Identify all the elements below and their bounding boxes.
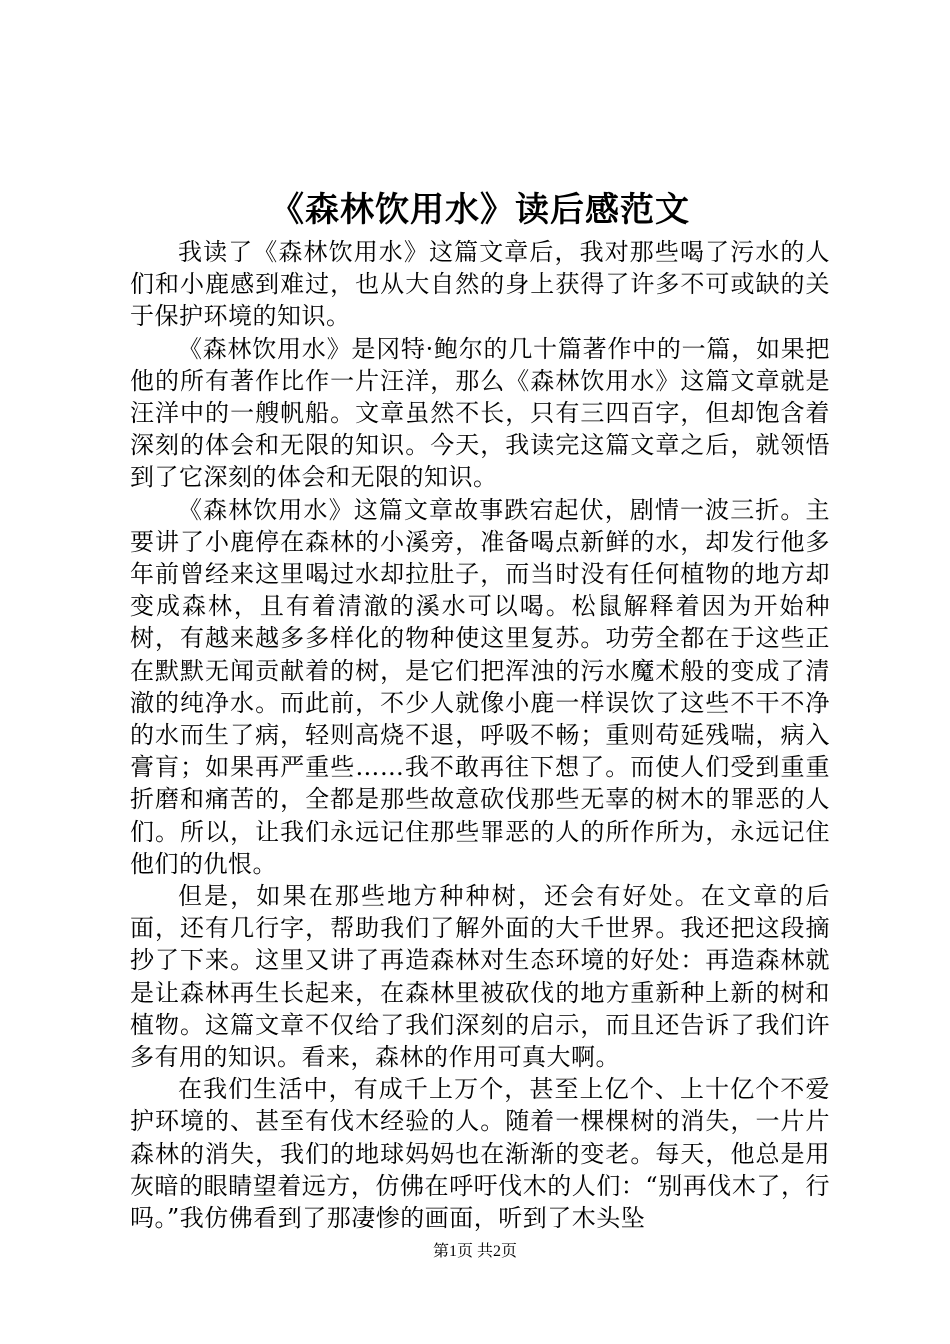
paragraph: 我读了《森林饮用水》这篇文章后，我对那些喝了污水的人们和小鹿感到难过，也从大自然的身上获得了许多不可或缺的关于保护环境的知识。 — [130, 238, 830, 331]
paragraph: 《森林饮用水》这篇文章故事跌宕起伏，剧情一波三折。主要讲了小鹿停在森林的小溪旁，准备喝点新鲜的水，却发行他多年前曾经来这里喝过水却拉肚子，而当时没有任何植物的地方却变成森林，且有着清澈的溪水可以喝。松鼠解释着因为开始种树，有越来越多多样化的物种使这里复苏。功劳全都在于这些正在默默无闻贡献着的树，是它们把浑浊的污水魔术般的变成了清澈的纯净水。而此前，不少人就像小鹿一样误饮了这些不干不净的水而生了病，轻则高烧不退，呼吸不畅；重则苟延残喘，病入膏肓；如果再严重些……我不敢再往下想了。而使人们受到重重折磨和痛苦的，全都是那些故意砍伐那些无辜的树木的罪恶的人们。所以，让我们永远记住那些罪恶的人的所作所为，永远记住他们的仇恨。 — [130, 495, 830, 878]
document-title: 《森林饮用水》读后感范文 — [270, 190, 690, 230]
paragraph: 但是，如果在那些地方种种树，还会有好处。在文章的后面，还有几行字，帮助我们了解外面的大千世界。我还把这段摘抄了下来。这里又讲了再造森林对生态环境的好处：再造森林就是让森林再生长起来，在森林里被砍伐的地方重新种上新的树和植物。这篇文章不仅给了我们深刻的启示，而且还告诉了我们许多有用的知识。看来，森林的作用可真大啊。 — [130, 882, 830, 1072]
paragraph: 《森林饮用水》是冈特·鲍尔的几十篇著作中的一篇，如果把他的所有著作比作一片汪洋，那么《森林饮用水》这篇文章就是汪洋中的一艘帆船。文章虽然不长，只有三四百字，但却饱含着深刻的体会和无限的知识。今天，我读完这篇文章之后，就领悟到了它深刻的体会和无限的知识。 — [130, 334, 830, 492]
page-number-footer: 第1页 共2页 — [432, 1243, 517, 1260]
document-body — [130, 236, 830, 1234]
paragraph: 在我们生活中，有成千上万个，甚至上亿个、上十亿个不爱护环境的、甚至有伐木经验的人。随着一棵棵树的消失，一片片森林的消失，我们的地球妈妈也在渐渐的变老。每天，他总是用灰暗的眼睛望着远方，仿佛在呼吁伐木的人们：“别再伐木了，行吗。”我仿佛看到了那凄惨的画面，听到了木头坠 — [130, 1075, 830, 1233]
